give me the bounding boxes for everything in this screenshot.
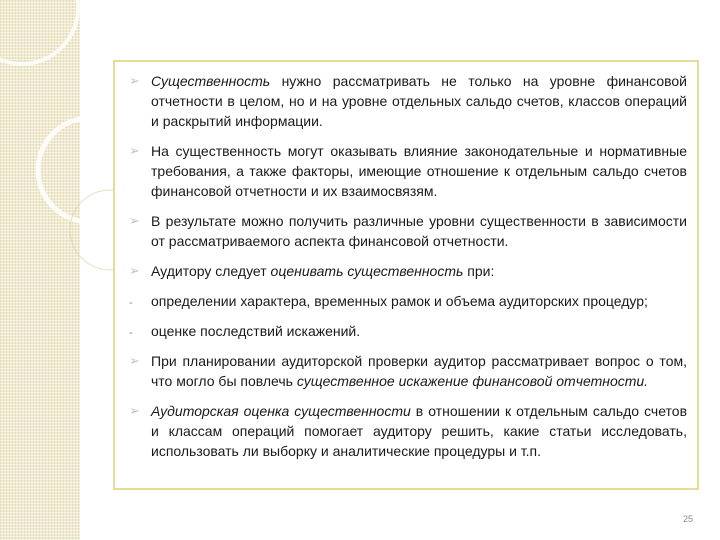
list-item bbox=[129, 401, 687, 461]
list-item bbox=[129, 321, 687, 341]
text-run: На существенность могут оказывать влияние законодательные и нормативные требования, а также факторы, имеющие отношение к отдельным сальдо счетов финансовой отчетности и их взаимосвязям. bbox=[151, 143, 687, 199]
list-item bbox=[129, 211, 687, 251]
bullet-text bbox=[151, 401, 687, 461]
text-run: Аудитору следует bbox=[151, 263, 271, 279]
dash-bullet-icon: - bbox=[129, 327, 133, 339]
bullet-list bbox=[129, 71, 687, 461]
bullet-text bbox=[151, 71, 687, 131]
list-item bbox=[129, 351, 687, 391]
list-item bbox=[129, 291, 687, 311]
emphasized-text: Аудиторская оценка существенности bbox=[151, 403, 411, 419]
bullet-text bbox=[151, 141, 687, 201]
text-run: В результате можно получить различные уровни существенности в зависимости от рассматриваемого аспекта финансовой отчетности. bbox=[151, 213, 687, 249]
bullet-text bbox=[151, 291, 687, 311]
bullet-text bbox=[151, 261, 687, 281]
list-item bbox=[129, 141, 687, 201]
arrow-bullet-icon: ➢ bbox=[129, 403, 140, 418]
emphasized-text: Существенность bbox=[151, 73, 271, 89]
arrow-bullet-icon: ➢ bbox=[129, 263, 140, 278]
text-run: при: bbox=[463, 263, 495, 279]
arrow-bullet-icon: ➢ bbox=[129, 213, 140, 228]
arrow-bullet-icon: ➢ bbox=[129, 73, 140, 88]
emphasized-text: оценивать существенность bbox=[270, 263, 464, 279]
decorative-circles bbox=[0, 0, 120, 300]
arrow-bullet-icon: ➢ bbox=[129, 353, 140, 368]
text-run: нужно рассматривать не только на уровне финансовой отчетности в целом, но и на уровне отдельных сальдо счетов, классов операций и раскрытий информации. bbox=[151, 73, 687, 129]
list-item bbox=[129, 261, 687, 281]
text-run: оценке последствий искажений. bbox=[151, 323, 361, 339]
bullet-text bbox=[151, 211, 687, 251]
bullet-text bbox=[151, 321, 687, 341]
text-run: в отношении к отдельным сальдо счетов и классам операций помогает аудитору решить, какие статьи исследовать, использовать ли выборку и аналитические процедуры и т.п. bbox=[151, 403, 688, 459]
arrow-bullet-icon: ➢ bbox=[129, 143, 140, 158]
page-number: 25 bbox=[683, 514, 694, 524]
dash-bullet-icon: - bbox=[129, 297, 133, 309]
bullet-text bbox=[151, 351, 687, 391]
emphasized-text: существенное искажение финансовой отчетности. bbox=[296, 373, 649, 389]
content-box bbox=[113, 60, 699, 490]
text-run: При планировании аудиторской проверки аудитор рассматривает вопрос о том, что могло бы повлечь bbox=[151, 353, 687, 389]
text-run: определении характера, временных рамок и объема аудиторских процедур; bbox=[151, 293, 648, 309]
list-item bbox=[129, 71, 687, 131]
